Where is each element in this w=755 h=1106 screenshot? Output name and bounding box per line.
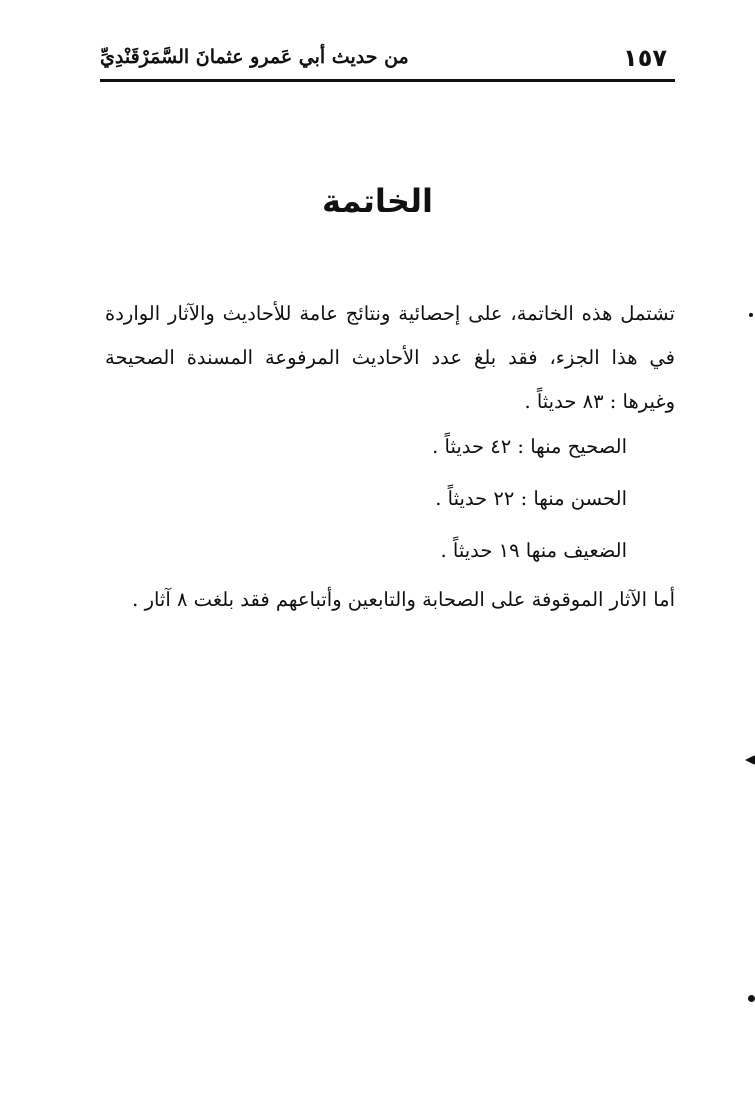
scan-artifact-mark — [745, 755, 755, 765]
intro-paragraph: تشتمل هذه الخاتمة، على إحصائية ونتائج عامة للأحاديث والآثار الواردة في هذا الجزء، فقد بلغ عدد الأحاديث المرفوعة المسندة الصحيحة وغيرها : ٨٣ حديثاً . — [105, 302, 675, 413]
stat-daif: الضعيف منها ١٩ حديثاً . — [440, 539, 627, 562]
running-title: من حديث أبي عَمرو عثمانَ السَّمَرْقَنْدِيِّ — [100, 46, 409, 68]
stat-hasan: الحسن منها : ٢٢ حديثاً . — [435, 487, 627, 510]
header-rule — [100, 79, 675, 82]
stat-sahih: الصحيح منها : ٤٢ حديثاً . — [432, 435, 627, 458]
chapter-title: الخاتمة — [322, 182, 433, 220]
running-header — [100, 40, 675, 78]
scan-artifact-mark — [749, 313, 753, 317]
mawquf-paragraph: أما الآثار الموقوفة على الصحابة والتابعين وأتباعهم فقد بلغت ٨ آثار . — [132, 588, 675, 611]
page-number: ١٥٧ — [623, 44, 667, 72]
scan-artifact-mark — [748, 995, 755, 1002]
